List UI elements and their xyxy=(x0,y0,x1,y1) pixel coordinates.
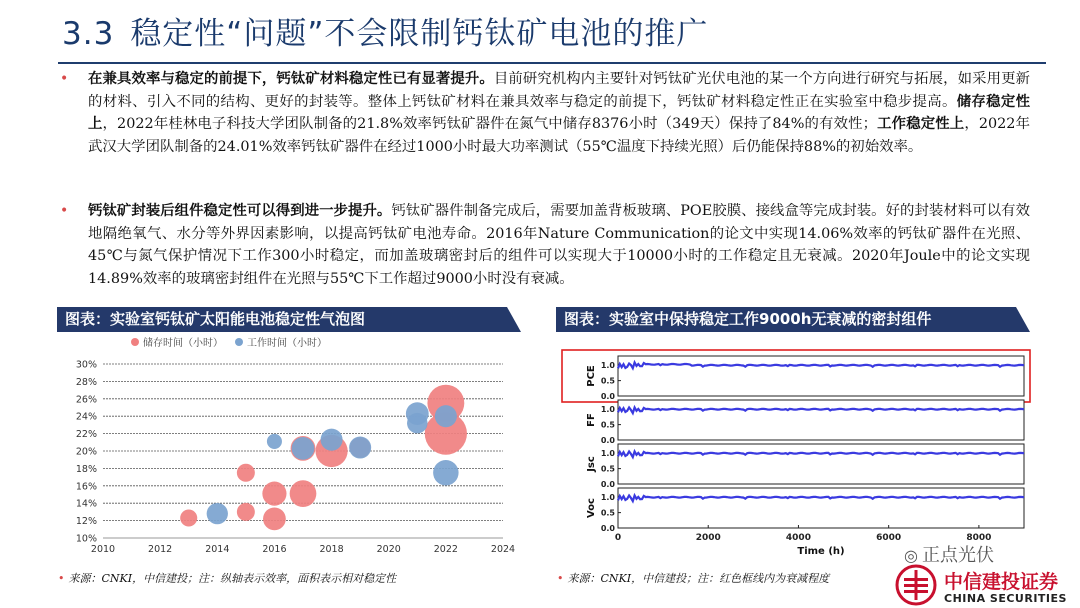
working-bubble xyxy=(207,503,228,524)
left-figure-source-text: 来源：CNKI，中信建投；注：纵轴表示效率，面积表示相对稳定性 xyxy=(68,572,397,585)
y-tick-label: 0.0 xyxy=(600,480,615,489)
bubble-chart xyxy=(57,334,527,566)
x-tick-label: 2014 xyxy=(205,544,230,555)
y-tick-label: 24% xyxy=(75,411,97,423)
left-figure-heading-text: 图表：实验室钙钛矿太阳能电池稳定性气泡图 xyxy=(65,310,366,328)
y-tick-label: 0.5 xyxy=(600,508,615,518)
x-tick-label: 2022 xyxy=(433,544,458,555)
x-tick-label: 2016 xyxy=(262,544,287,555)
y-tick-label: 0.5 xyxy=(600,420,615,430)
section-title: 稳定性“问题”不会限制钙钛矿电池的推广 xyxy=(130,16,709,52)
storage-bubble xyxy=(237,503,255,521)
storage-bubble xyxy=(180,509,197,526)
y-tick-label: 10% xyxy=(75,533,97,545)
logo-english: CHINA SECURITIES xyxy=(944,592,1067,605)
panel-frame xyxy=(618,356,1024,396)
x-tick-label: 2012 xyxy=(148,544,173,555)
y-tick-label: 12% xyxy=(75,516,97,528)
source-dot: • xyxy=(58,572,65,585)
section-number: 3.3 xyxy=(62,16,115,52)
x-tick-label: 2020 xyxy=(376,544,401,555)
working-bubble xyxy=(407,413,428,434)
y-tick-label: 30% xyxy=(75,359,97,371)
left-figure-heading xyxy=(57,307,521,332)
working-bubble xyxy=(267,434,282,449)
logo-chinese: 中信建投证券 xyxy=(944,571,1059,593)
panel-ylabel: PCE xyxy=(586,365,597,387)
x-tick-label: 2018 xyxy=(319,544,344,555)
y-tick-label: 0.5 xyxy=(600,464,615,474)
y-tick-label: 20% xyxy=(75,446,97,458)
wechat-icon: ◎ xyxy=(904,546,918,565)
x-tick-label: 4000 xyxy=(785,533,811,543)
bullet-body: ，2022年武汉大学团队制备的24.01%效率钙钛矿器件在经过1000小时最大功率测试（55℃温度下持续光照）后仍能保持88%的初始效率。 xyxy=(88,116,1030,155)
x-tick-label: 0 xyxy=(614,533,622,543)
working-bubble xyxy=(292,437,315,460)
legend-label: 工作时间（小时） xyxy=(247,338,327,349)
bullet-paragraph-2 xyxy=(60,200,1030,290)
right-figure-source xyxy=(557,570,829,586)
stability-chart xyxy=(556,340,1036,566)
x-tick-label: 6000 xyxy=(876,533,902,543)
storage-bubble xyxy=(237,464,255,482)
y-tick-label: 28% xyxy=(75,376,97,388)
working-bubble xyxy=(321,429,343,451)
x-tick-label: 2010 xyxy=(90,544,116,555)
legend-marker xyxy=(235,338,243,346)
title-divider xyxy=(58,62,1046,64)
y-tick-label: 1.0 xyxy=(600,405,615,415)
x-tick-label: 2000 xyxy=(695,533,721,543)
y-tick-label: 1.0 xyxy=(600,449,615,459)
bullet-emphasis: 在兼具效率与稳定的前提下，钙钛矿材料稳定性已有显著提升。 xyxy=(88,70,494,87)
storage-bubble xyxy=(290,480,317,507)
panel-ylabel: Jsc xyxy=(586,456,597,472)
y-tick-label: 14% xyxy=(75,498,97,510)
bullet-emphasis: 工作稳定性上 xyxy=(877,115,965,132)
bullet-emphasis: 钙钛矿封装后组件稳定性可以得到进一步提升。 xyxy=(88,202,392,219)
y-tick-label: 0.0 xyxy=(600,392,615,401)
bullet-emphasis: 储存稳定性上 xyxy=(88,92,1030,132)
bullet-body: 目前研究机构内主要针对钙钛矿光伏电池的某一个方向进行研究与拓展，如采用更新的材料、引入不同的结构、更好的封装等。整体上钙钛矿材料在兼具效率与稳定的前提下，钙钛矿材料稳定性正在实验室中稳步提高。 xyxy=(88,71,1030,110)
y-tick-label: 26% xyxy=(75,394,97,406)
bullet-paragraph-1 xyxy=(60,68,1030,158)
y-tick-label: 1.0 xyxy=(600,361,615,371)
y-tick-label: 18% xyxy=(75,463,97,475)
source-dot: • xyxy=(557,572,564,585)
y-tick-label: 16% xyxy=(75,481,97,493)
panel-frame xyxy=(618,488,1024,528)
page-title xyxy=(62,10,708,58)
panel-ylabel: FF xyxy=(586,413,597,427)
y-tick-label: 0.0 xyxy=(600,436,615,445)
bullet-text xyxy=(60,68,1030,158)
x-axis-label: Time (h) xyxy=(797,546,845,557)
right-figure-source-text: 来源：CNKI，中信建投；注：红色框线内为衰减程度 xyxy=(567,572,830,585)
china-securities-logo-icon xyxy=(894,564,938,606)
y-tick-label: 0.0 xyxy=(600,524,615,533)
bullet-dot: • xyxy=(60,203,69,219)
working-bubble xyxy=(435,405,457,427)
bullet-body: 钙钛矿器件制备完成后，需要加盖背板玻璃、POE胶膜、接线盒等完成封装。好的封装材料可以有效地隔绝氧气、水分等外界因素影响，以提高钙钛矿电池寿命。2016年Nature Communication的论文中实现14.06%效率的钙钛矿器件在光照、45℃与氮气保护情况下工作300小时稳定，而加盖玻璃密封后的组件可以实现大于10000小时的工作稳定且无衰减。2020年Joule中的论文实现14.89%效率的玻璃密封组件在光照与55℃下工作超过9000小时没有衰减。 xyxy=(88,203,1030,287)
legend-label: 储存时间（小时） xyxy=(143,338,223,349)
storage-bubble xyxy=(263,507,286,530)
bullet-dot: • xyxy=(60,71,69,87)
storage-bubble xyxy=(262,482,286,506)
right-figure-heading-text: 图表：实验室中保持稳定工作9000h无衰减的密封组件 xyxy=(564,310,932,328)
panel-frame xyxy=(618,400,1024,440)
working-bubble xyxy=(433,460,458,485)
bullet-body: ，2022年桂林电子科技大学团队制备的21.8%效率钙钛矿器件在氮气中储存8376小时（349天）保持了84%的有效性； xyxy=(102,116,878,132)
left-figure-source xyxy=(58,570,396,586)
panel-frame xyxy=(618,444,1024,484)
y-tick-label: 1.0 xyxy=(600,493,615,503)
bullet-text xyxy=(60,200,1030,290)
heading-corner xyxy=(507,307,521,332)
right-figure-heading xyxy=(556,307,1030,332)
working-bubble xyxy=(349,436,371,458)
y-tick-label: 0.5 xyxy=(600,376,615,386)
watermark-text: 正点光伏 xyxy=(921,545,994,566)
heading-corner xyxy=(1016,307,1030,332)
y-tick-label: 22% xyxy=(75,429,97,441)
panel-ylabel: Voc xyxy=(586,498,597,518)
legend-marker xyxy=(131,338,139,346)
x-tick-label: 8000 xyxy=(966,533,992,543)
x-tick-label: 2024 xyxy=(490,544,516,555)
